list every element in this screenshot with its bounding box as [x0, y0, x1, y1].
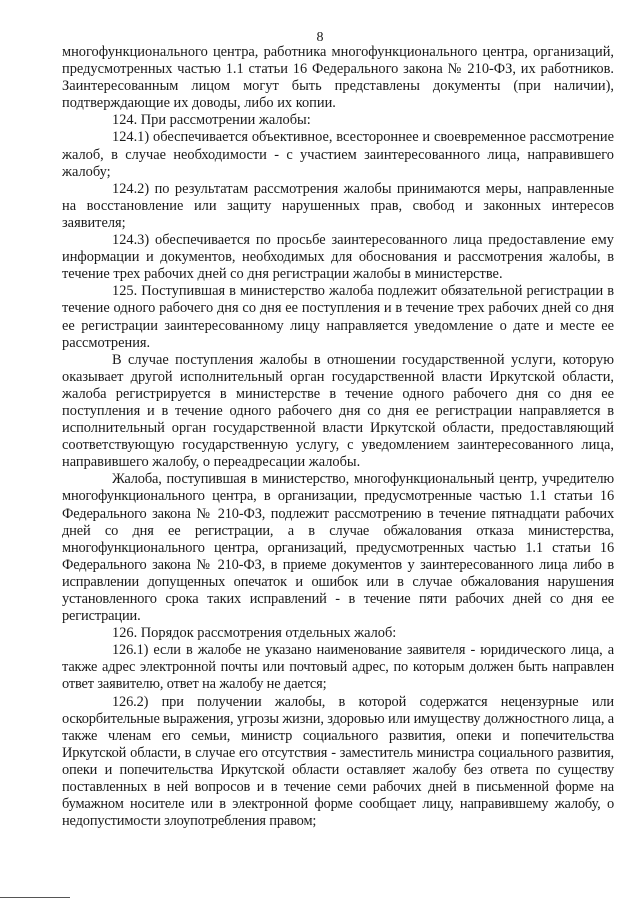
paragraph-125: 125. Поступившая в министерство жалоба подлежит обязательной регистрации в течение одного рабочего дня со дня ее поступления и в течение трех рабочих дней со дня ее регистрации заинтересованному лицу направляется уведомление о дате и месте ее рассмотрения. — [62, 283, 614, 351]
paragraph-124-heading: 124. При рассмотрении жалобы: — [112, 112, 311, 129]
paragraph-redirect: В случае поступления жалобы в отношении государственной услуги, которую оказывает другой исполнительный орган государственной власти Иркутской области, жалоба регистрируется в министерстве в течение одного рабочего дня со дня ее поступления и в течение одного рабочего дня со дня ее регистрации направляется в исполнительный орган государственной власти Иркутской области, предоставляющий соответствующую государственную услугу, с уведомлением заинтересованного лица, направившего жалобу, о переадресации жалобы. — [62, 351, 614, 471]
footer-rule — [0, 897, 70, 898]
paragraph-124-1: 124.1) обеспечивается объективное, всестороннее и своевременное рассмотрение жалоб, в случае необходимости - с участием заинтересованного лица, направившего жалобу; — [62, 129, 614, 180]
document-body — [62, 44, 614, 830]
paragraph-124-2: 124.2) по результатам рассмотрения жалобы принимаются меры, направленные на восстановление или защиту нарушенных прав, свобод и законных интересов заявителя; — [62, 180, 614, 231]
paragraph-review-term: Жалоба, поступившая в министерство, многофункциональный центр, учредителю многофункционального центра, в организации, предусмотренные частью 1.1 статьи 16 Федерального закона № 210-ФЗ, подлежит рассмотрению в течение пятнадцати рабочих дней со дня ее регистрации, а в случае обжалования отказа министерства, многофункционального центра, организаций, предусмотренных частью 1.1 статьи 16 Федерального закона № 210-ФЗ, в приеме документов у заинтересованного лица либо в исправлении допущенных опечаток и ошибок или в случае обжалования нарушения установленного срока таких исправлений - в течение пяти рабочих дней со дня ее регистрации. — [62, 471, 614, 625]
paragraph-126-2: 126.2) при получении жалобы, в которой содержатся нецензурные или оскорбительные выражения, угрозы жизни, здоровью или имуществу должностного лица, а также членам его семьи, министр социального развития, опеки и попечительства Иркутской области, в случае его отсутствия - заместитель министра социального развития, опеки и попечительства Иркутской области оставляет жалобу без ответа по существу поставленных в ней вопросов и в течение семи рабочих дней в письменной форме на бумажном носителе или в электронной форме сообщает лицу, направившему жалобу, о недопустимости злоупотребления правом; — [62, 693, 614, 830]
paragraph-126-1: 126.1) если в жалобе не указано наименование заявителя - юридического лица, а также адрес электронной почты или почтовый адрес, по которым должен быть направлен ответ заявителю, ответ на жалобу не дается; — [62, 642, 614, 693]
paragraph-124-3: 124.3) обеспечивается по просьбе заинтересованного лица предоставление ему информации и документов, необходимых для обоснования и рассмотрения жалобы, в течение трех рабочих дней со дня регистрации жалобы в министерстве. — [62, 232, 614, 283]
paragraph-126-heading: 126. Порядок рассмотрения отдельных жалоб: — [112, 625, 397, 642]
page-number: 8 — [316, 30, 324, 45]
paragraph-continuation: многофункционального центра, работника многофункционального центра, организаций, предусмотренных частью 1.1 статьи 16 Федерального закона № 210-ФЗ, их работников. Заинтересованным лицом могут быть представлены документы (при наличии), подтверждающие их доводы, либо их копии. — [62, 44, 614, 112]
